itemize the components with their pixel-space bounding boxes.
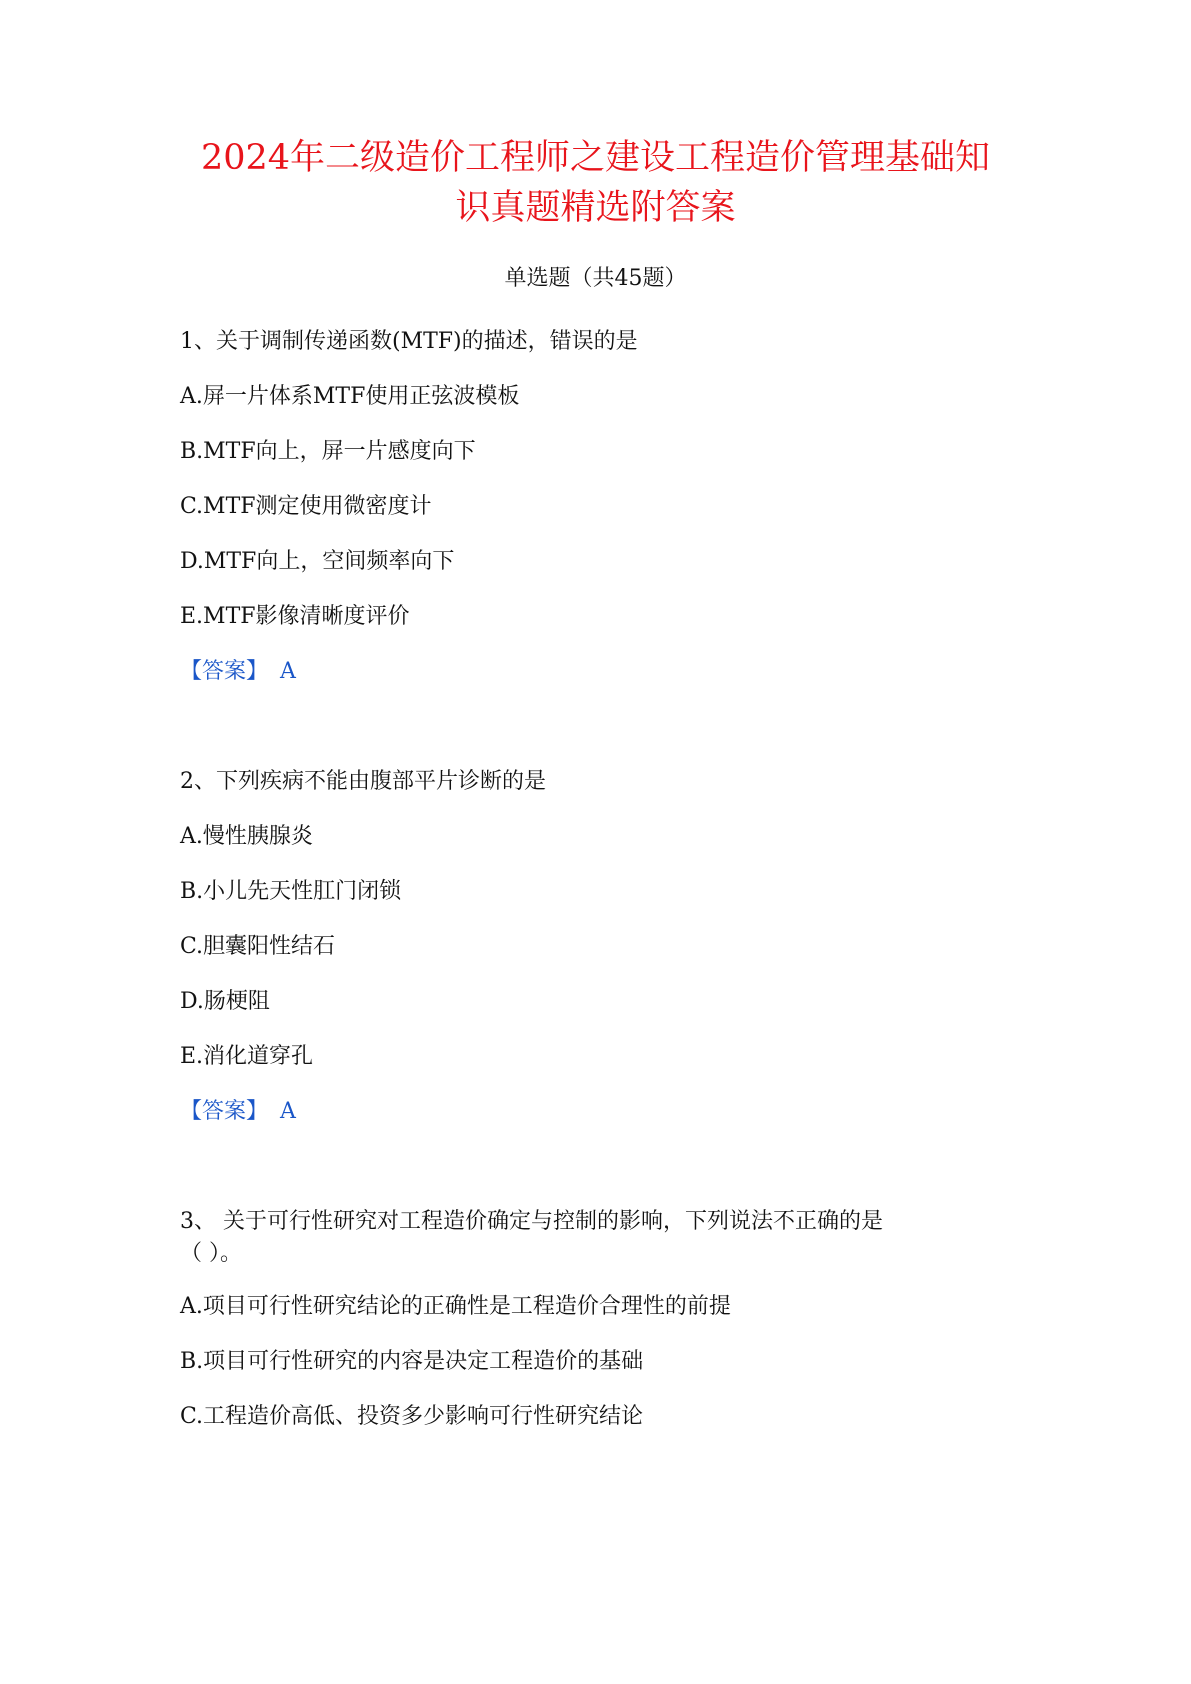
question-3-option-b: B.项目可行性研究的内容是决定工程造价的基础 (180, 1349, 644, 1374)
document-title-line-1: 2024年二级造价工程师之建设工程造价管理基础知 (200, 138, 991, 178)
document-title-line-2: 识真题精选附答案 (455, 188, 736, 228)
answer-value: A (280, 659, 296, 684)
question-3-option-a: A.项目可行性研究结论的正确性是工程造价合理性的前提 (180, 1294, 731, 1319)
question-3-option-c: C.工程造价高低、投资多少影响可行性研究结论 (180, 1404, 644, 1429)
question-1-option-a: A.屏一片体系MTF使用正弦波模板 (180, 384, 520, 409)
question-2-stem: 2、下列疾病不能由腹部平片诊断的是 (180, 769, 546, 794)
section-heading: 单选题（共45题） (504, 266, 687, 291)
question-1-option-b: B.MTF向上，屏一片感度向下 (180, 439, 476, 464)
answer-label: 【答案】 (180, 1099, 269, 1124)
question-1-stem: 1、关于调制传递函数(MTF)的描述，错误的是 (180, 329, 638, 354)
question-1-option-e: E.MTF影像清晰度评价 (180, 604, 410, 629)
question-1-option-c: C.MTF测定使用微密度计 (180, 494, 432, 519)
question-2-option-b: B.小儿先天性肛门闭锁 (180, 879, 402, 904)
question-1-option-d: D.MTF向上，空间频率向下 (180, 549, 455, 574)
answer-label: 【答案】 (180, 659, 269, 684)
question-3-stem-line-2: （ ）。 (180, 1241, 242, 1266)
question-3-stem-line-1: 3、 关于可行性研究对工程造价确定与控制的影响，下列说法不正确的是 (180, 1209, 883, 1234)
question-2-option-a: A.慢性胰腺炎 (180, 824, 313, 849)
answer-value: A (280, 1099, 296, 1124)
question-2-option-c: C.胆囊阳性结石 (180, 934, 336, 959)
question-1-answer (180, 657, 296, 687)
question-2-option-d: D.肠梗阻 (180, 989, 270, 1014)
question-2-answer (180, 1097, 296, 1127)
question-2-option-e: E.消化道穿孔 (180, 1044, 314, 1069)
